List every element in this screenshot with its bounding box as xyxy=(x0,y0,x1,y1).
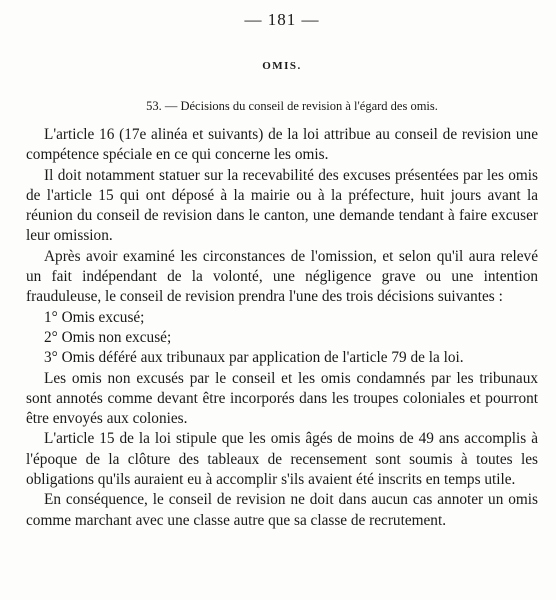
paragraph: Après avoir examiné les circonstances de l'omission, et selon qu'il aura relevé un fait indépendant de la volonté, une négligence grave ou une intention frauduleuse, le conseil de revision prendra l'une des trois décisions suivantes : xyxy=(26,247,538,306)
list-item: 1° Omis excusé; xyxy=(44,308,145,326)
page-number: — 181 — xyxy=(244,10,320,29)
paragraph: En conséquence, le conseil de revision ne doit dans aucun cas annoter un omis comme marchant avec une classe autre que sa classe de recrutement. xyxy=(26,491,538,529)
section-title: OMIS. xyxy=(262,60,302,72)
paragraph: L'article 15 de la loi stipule que les omis âgés de moins de 49 ans accomplis à l'époque de la clôture des tableaux de recensement sont soumis à toutes les obligations qu'ils auraient eu à accomplir s'ils avaient été inscrits en temps utile. xyxy=(26,430,538,489)
paragraph: Les omis non excusés par le conseil et les omis condamnés par les tribunaux sont annotés comme devant être incorporés dans les troupes coloniales et pourront être envoyés aux colonies. xyxy=(26,369,538,428)
list-item: 2° Omis non excusé; xyxy=(44,328,172,346)
paragraph: L'article 16 (17e alinéa et suivants) de la loi attribue au conseil de revision une compétence spéciale en ce qui concerne les omis. xyxy=(26,126,538,164)
paragraph: Il doit notamment statuer sur la recevabilité des excuses présentées par les omis de l'article 15 qui ont déposé à la mairie ou à la préfecture, huit jours avant la réunion du conseil de revision dans le canton, une demande tendant à faire excuser leur omission. xyxy=(26,166,538,245)
article-body xyxy=(26,125,538,531)
list-item: 3° Omis déféré aux tribunaux par application de l'article 79 de la loi. xyxy=(44,349,464,367)
article-heading: 53. — Décisions du conseil de revision à l'égard des omis. xyxy=(146,99,438,113)
